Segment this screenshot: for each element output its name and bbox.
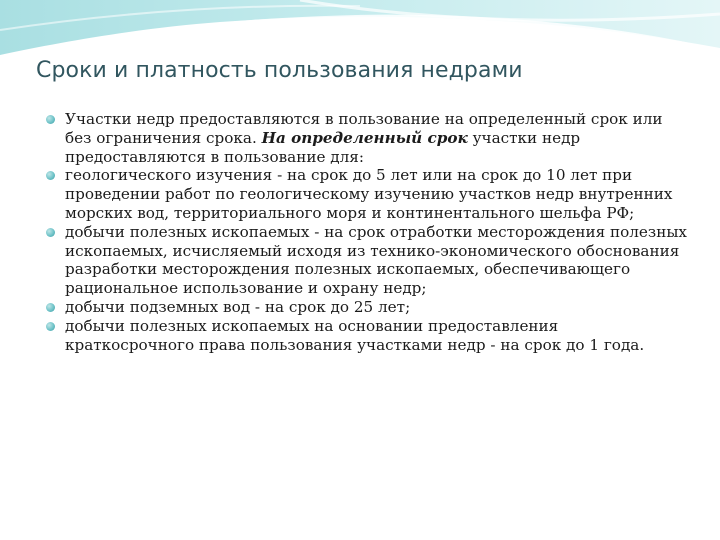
list-item-text: добычи полезных ископаемых на основании предоставления краткосрочного права пользования участками недр - на срок до 1 года. (65, 316, 645, 354)
list-item (44, 317, 692, 355)
intro-emphasis: На определенный срок (261, 128, 468, 147)
list-item (44, 223, 692, 298)
bullet-dot-icon (46, 228, 55, 237)
bullet-dot-icon (46, 171, 55, 180)
list-item-text: геологического изучения - на срок до 5 лет или на срок до 10 лет при проведении работ по геологическому изучению участков недр внутренних морских вод, территориального моря и континентального шельфа РФ; (65, 166, 673, 222)
bullet-dot-icon (46, 322, 55, 331)
intro-text-a: Участки недр предоставляются в пользование на определенный срок или без ограничения срока. (65, 110, 663, 147)
list-item-text: добычи подземных вод - на срок до 25 лет; (65, 297, 411, 316)
list-item (44, 298, 692, 317)
list-item (44, 110, 692, 166)
bullet-list (44, 110, 692, 354)
list-item-text: добычи полезных ископаемых - на срок отработки месторождения полезных ископаемых, исчисляемый исходя из технико-экономического обоснования разработки месторождения полезных ископаемых, обеспечивающего рациональное использование и охрану недр; (65, 222, 687, 298)
list-item (44, 166, 692, 222)
slide-title: Сроки и платность пользования недрами (36, 58, 523, 83)
intro-text-b: участки недр предоставляются в пользование для: (65, 128, 581, 166)
bullet-dot-icon (46, 115, 55, 124)
bullet-dot-icon (46, 303, 55, 312)
